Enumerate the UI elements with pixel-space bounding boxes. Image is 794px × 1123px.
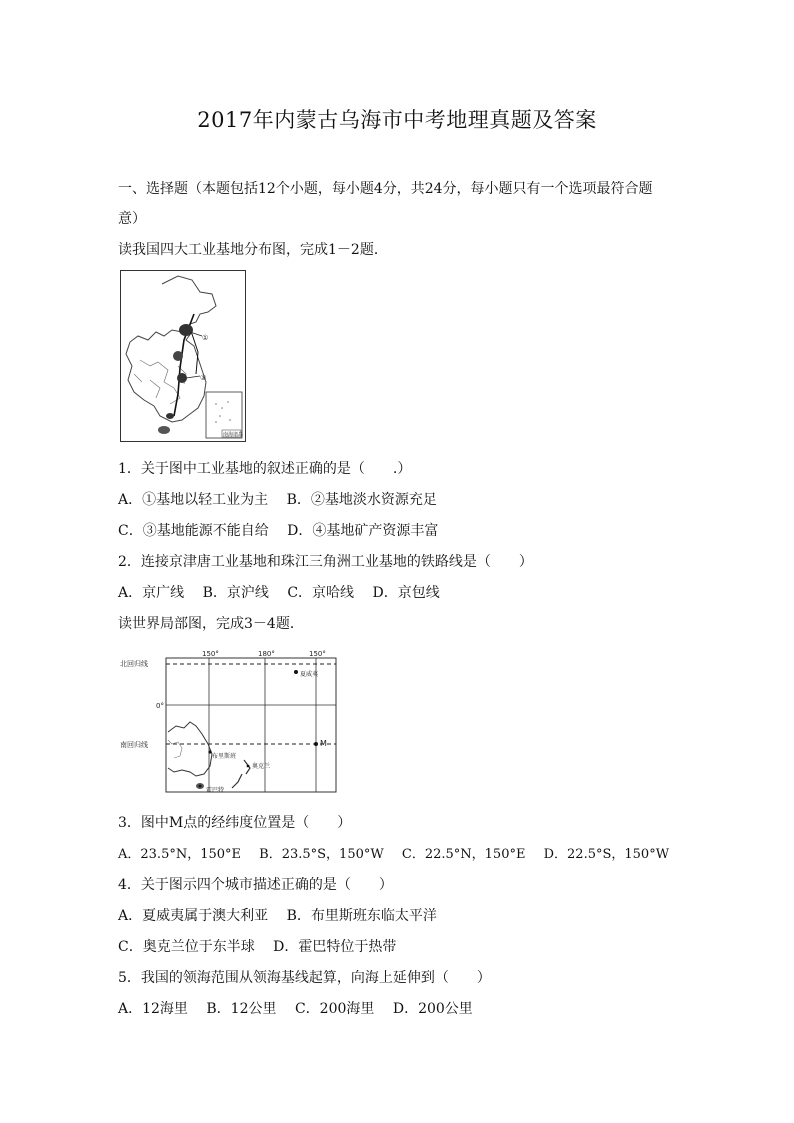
q1-option-a[interactable]: A．①基地以轻工业为主	[118, 492, 269, 508]
q3-option-d[interactable]: D．22.5°S，150°W	[543, 847, 670, 862]
q5-options	[118, 998, 473, 1018]
q5-option-c[interactable]: C．200海里	[294, 1001, 375, 1017]
map1-inset-label: 南海诸岛	[223, 432, 244, 438]
map2-lat-label-tropic-cancer: 北回归线	[120, 660, 148, 668]
map2-point-m: M	[320, 739, 327, 748]
intro-map1: 读我国四大工业基地分布图，完成1－2题．	[118, 242, 388, 258]
q2-option-b[interactable]: B．京沪线	[202, 585, 269, 601]
world-partial-map	[118, 648, 340, 796]
q3-options	[118, 843, 669, 862]
q1-option-d[interactable]: D．④基地矿产资源丰富	[287, 523, 439, 539]
q4-option-a[interactable]: A．夏威夷属于澳大利亚	[118, 908, 269, 924]
q3-option-a[interactable]: A．23.5°N，150°E	[118, 847, 242, 862]
q2-options	[118, 582, 440, 602]
map2-lon-label-150e: 150°	[202, 650, 219, 658]
q4-options-row1	[118, 905, 437, 925]
map1-marker-1: ①	[202, 334, 209, 342]
map2-lon-label-180: 180°	[258, 650, 275, 658]
q1-options-row1	[118, 489, 437, 509]
map2-city-hawaii: 夏威夷	[300, 671, 319, 678]
section-heading-line1: 一、选择题（本题包括12个小题，每小题4分，共24分，每小题只有一个选项最符合题	[118, 181, 653, 197]
map2-lat-label-equator: 0°	[156, 702, 164, 710]
q3-stem: 3．图中M点的经纬度位置是（ ）	[118, 815, 352, 831]
q4-options-row2	[118, 936, 396, 956]
q2-option-d[interactable]: D．京包线	[372, 585, 440, 601]
china-industrial-bases-map	[120, 270, 246, 442]
q5-option-b[interactable]: B．12公里	[206, 1001, 277, 1017]
q4-option-c[interactable]: C．奥克兰位于东半球	[118, 939, 255, 955]
q5-stem: 5．我国的领海范围从领海基线起算，向海上延伸到（ ）	[118, 970, 491, 986]
section-heading-line2: 意）	[118, 211, 146, 227]
map1-marker-3: ③	[200, 374, 207, 382]
map2-city-hobart: 霍巴特	[206, 787, 225, 794]
q1-options-row2	[118, 520, 438, 540]
q2-option-a[interactable]: A．京广线	[118, 585, 185, 601]
page-title: 2017年内蒙古乌海市中考地理真题及答案	[197, 108, 597, 132]
q5-option-a[interactable]: A．12海里	[118, 1001, 188, 1017]
q2-stem: 2．连接京津唐工业基地和珠江三角洲工业基地的铁路线是（ ）	[118, 554, 533, 570]
map2-lon-label-150w: 150°	[309, 650, 326, 658]
q4-option-b[interactable]: B．布里斯班东临太平洋	[286, 908, 437, 924]
q5-option-d[interactable]: D．200公里	[392, 1001, 473, 1017]
map2-city-brisbane: 布里斯班	[212, 753, 237, 760]
map2-lat-label-tropic-capricorn: 南回归线	[120, 741, 148, 749]
q4-option-d[interactable]: D．霍巴特位于热带	[273, 939, 397, 955]
map2-city-auckland: 奥克兰	[252, 763, 271, 770]
q3-option-b[interactable]: B．23.5°S，150°W	[259, 847, 384, 862]
q1-option-c[interactable]: C．③基地能源不能自给	[118, 523, 269, 539]
q3-option-c[interactable]: C．22.5°N，150°E	[401, 847, 526, 862]
q2-option-c[interactable]: C．京哈线	[287, 585, 355, 601]
q4-stem: 4．关于图示四个城市描述正确的是（ ）	[118, 877, 393, 893]
q1-stem: 1．关于图中工业基地的叙述正确的是（ .）	[118, 461, 412, 477]
q1-option-b[interactable]: B．②基地淡水资源充足	[286, 492, 437, 508]
intro-map2: 读世界局部图，完成3－4题．	[118, 616, 304, 632]
